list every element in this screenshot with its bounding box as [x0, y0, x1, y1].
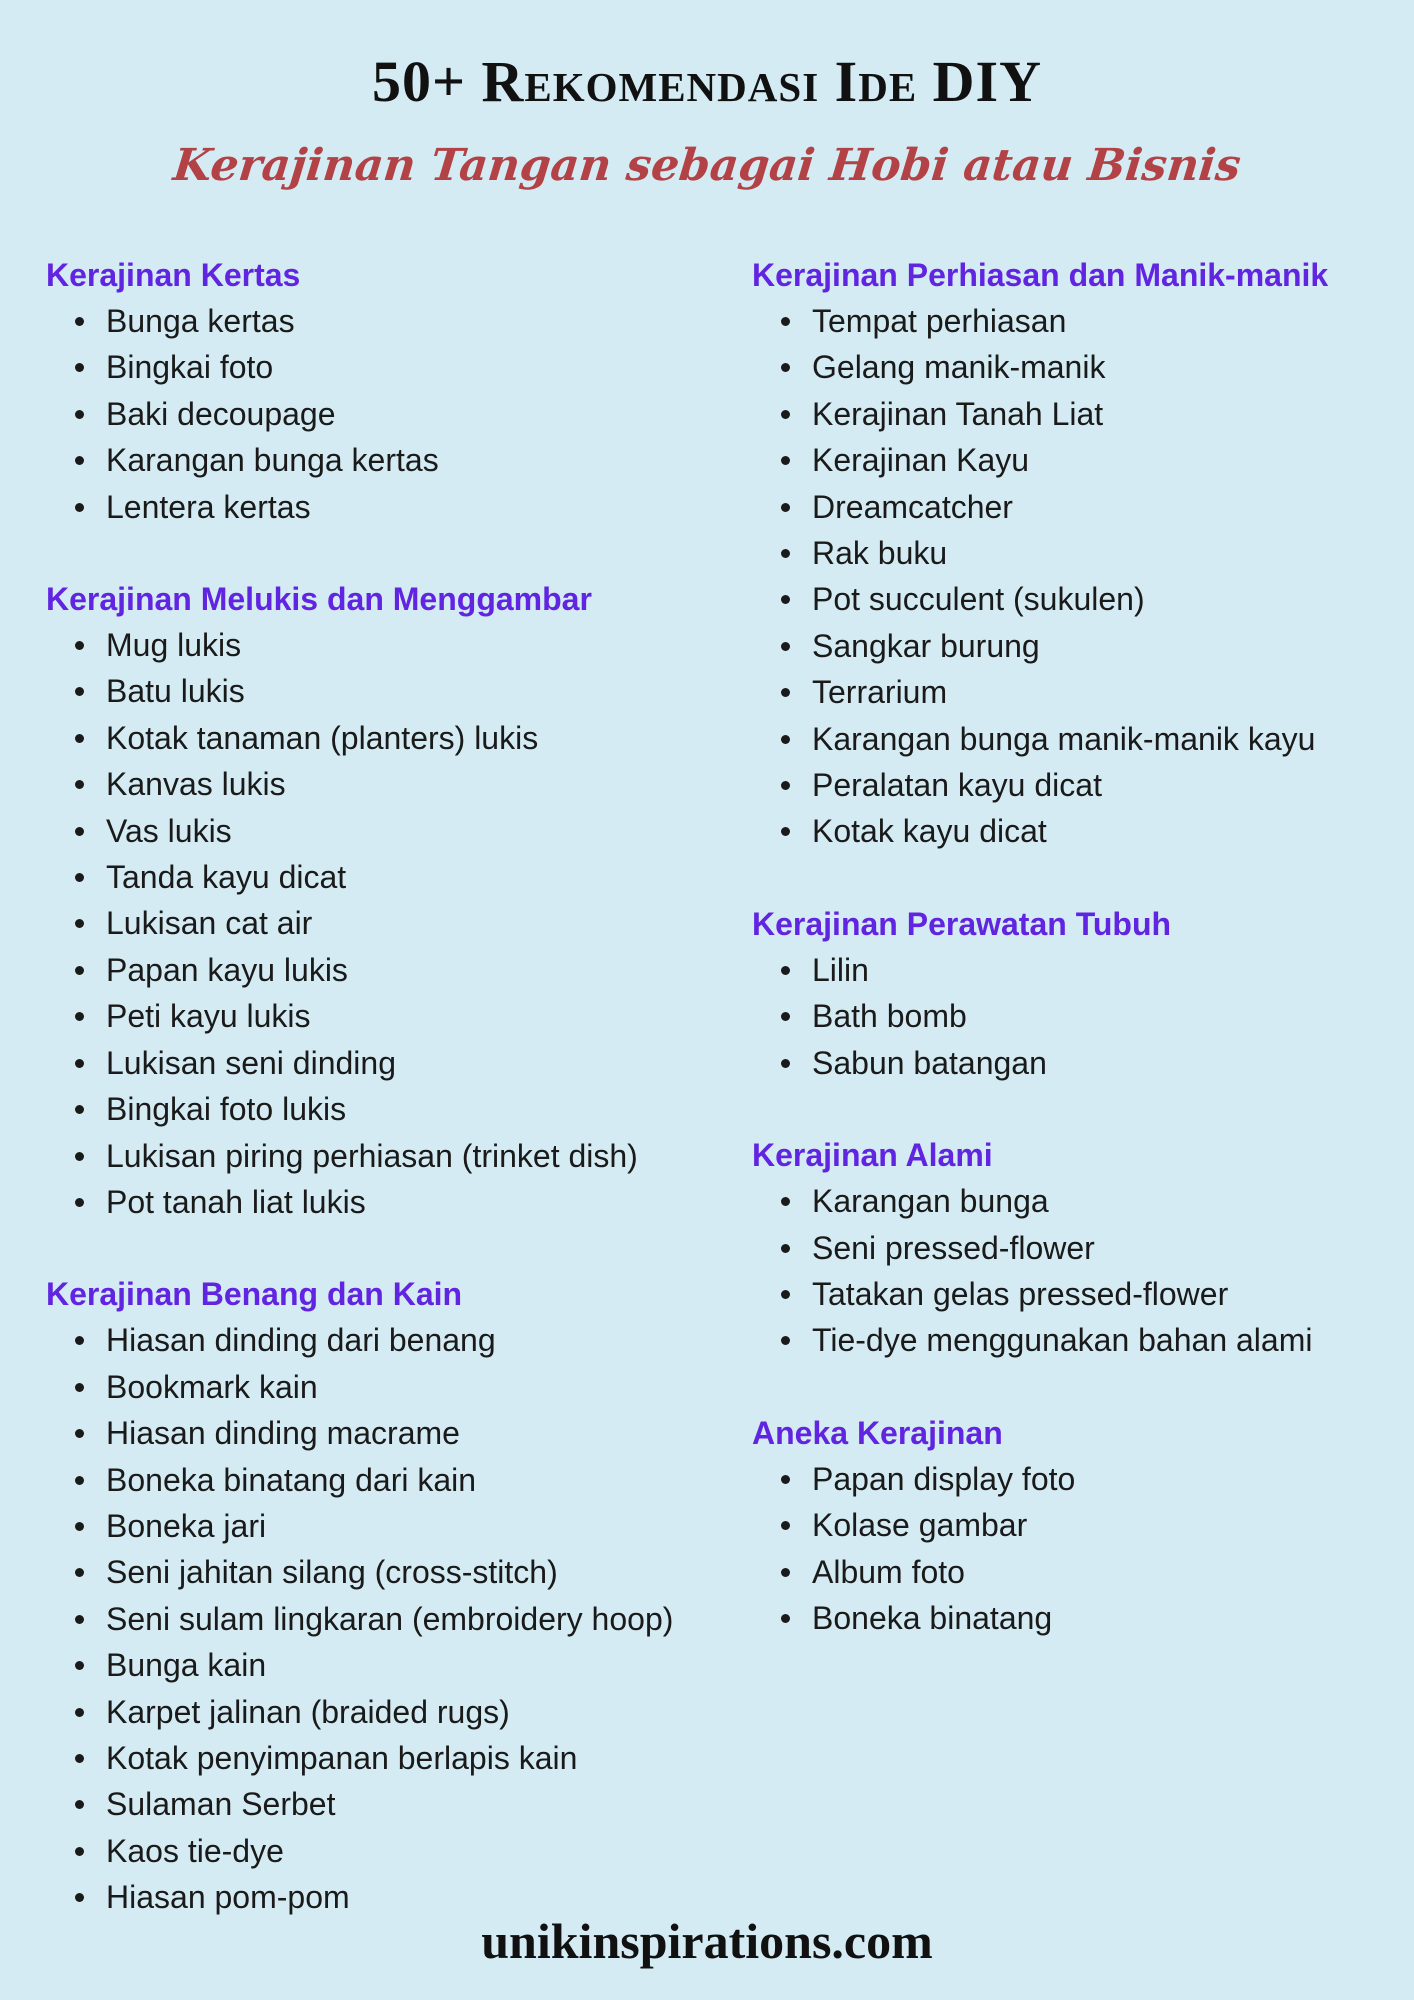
- list-item: Boneka binatang dari kain: [46, 1457, 746, 1503]
- category-heading: Aneka Kerajinan: [752, 1414, 1003, 1451]
- list-item: Baki decoupage: [46, 391, 746, 437]
- list-item: Seni sulam lingkaran (embroidery hoop): [46, 1596, 746, 1642]
- list-item: Vas lukis: [46, 808, 746, 854]
- list-item: Kotak tanaman (planters) lukis: [46, 715, 746, 761]
- idea-list: [46, 298, 746, 530]
- list-item: Bunga kain: [46, 1642, 746, 1688]
- list-item: Sulaman Serbet: [46, 1781, 746, 1827]
- list-item: Terrarium: [752, 669, 1392, 715]
- idea-list: [752, 947, 1392, 1086]
- list-item: Batu lukis: [46, 668, 746, 714]
- list-item: Kaos tie-dye: [46, 1828, 746, 1874]
- list-item: Seni jahitan silang (cross-stitch): [46, 1549, 746, 1595]
- list-item: Boneka jari: [46, 1503, 746, 1549]
- list-item: Dreamcatcher: [752, 484, 1392, 530]
- list-item: Tatakan gelas pressed-flower: [752, 1271, 1392, 1317]
- list-item: Bingkai foto: [46, 344, 746, 390]
- list-item: Peralatan kayu dicat: [752, 762, 1392, 808]
- left-column: [46, 252, 746, 1967]
- category-heading: Kerajinan Alami: [752, 1137, 993, 1174]
- list-item: Lilin: [752, 947, 1392, 993]
- list-item: Mug lukis: [46, 622, 746, 668]
- list-item: Tempat perhiasan: [752, 298, 1392, 344]
- list-item: Kanvas lukis: [46, 761, 746, 807]
- list-item: Bookmark kain: [46, 1364, 746, 1410]
- list-item: Papan kayu lukis: [46, 947, 746, 993]
- list-item: Bunga kertas: [46, 298, 746, 344]
- category-section: [752, 1132, 1392, 1364]
- list-item: Bath bomb: [752, 993, 1392, 1039]
- idea-list: [752, 1178, 1392, 1364]
- category-section: [752, 901, 1392, 1086]
- list-item: Peti kayu lukis: [46, 993, 746, 1039]
- list-item: Bingkai foto lukis: [46, 1086, 746, 1132]
- list-item: Album foto: [752, 1549, 1392, 1595]
- list-item: Kolase gambar: [752, 1502, 1392, 1548]
- list-item: Sangkar burung: [752, 623, 1392, 669]
- list-item: Lukisan piring perhiasan (trinket dish): [46, 1133, 746, 1179]
- page-title: 50+ Rekomendasi Ide DIY: [371, 49, 1043, 114]
- list-item: Kerajinan Kayu: [752, 437, 1392, 483]
- category-heading: Kerajinan Benang dan Kain: [46, 1276, 463, 1313]
- category-section: [46, 576, 746, 1225]
- list-item: Sabun batangan: [752, 1040, 1392, 1086]
- list-item: Hiasan dinding dari benang: [46, 1317, 746, 1363]
- category-section: [752, 1410, 1392, 1642]
- list-item: Lukisan cat air: [46, 900, 746, 946]
- list-item: Hiasan pom-pom: [46, 1874, 746, 1920]
- list-item: Karpet jalinan (braided rugs): [46, 1689, 746, 1735]
- list-item: Kerajinan Tanah Liat: [752, 391, 1392, 437]
- list-item: Kotak penyimpanan berlapis kain: [46, 1735, 746, 1781]
- footer-site: unikinspirations.com: [481, 1913, 933, 1969]
- list-item: Tie-dye menggunakan bahan alami: [752, 1317, 1392, 1363]
- list-item: Karangan bunga kertas: [46, 437, 746, 483]
- idea-list: [46, 1317, 746, 1920]
- category-heading: Kerajinan Melukis dan Menggambar: [46, 581, 592, 618]
- list-item: Kotak kayu dicat: [752, 808, 1392, 854]
- category-heading: Kerajinan Perhiasan dan Manik-manik: [752, 257, 1329, 293]
- category-section: [46, 252, 746, 530]
- list-item: Karangan bunga manik-manik kayu: [752, 716, 1392, 762]
- list-item: Pot succulent (sukulen): [752, 576, 1392, 622]
- idea-list: [752, 1456, 1392, 1642]
- list-item: Boneka binatang: [752, 1595, 1392, 1641]
- list-item: Hiasan dinding macrame: [46, 1410, 746, 1456]
- category-section: [752, 252, 1392, 855]
- list-item: Papan display foto: [752, 1456, 1392, 1502]
- category-heading: Kerajinan Kertas: [46, 257, 301, 293]
- idea-list: [752, 298, 1392, 855]
- category-heading: Kerajinan Perawatan Tubuh: [752, 905, 1172, 942]
- list-item: Karangan bunga: [752, 1178, 1392, 1224]
- page-subtitle: Kerajinan Tangan sebagai Hobi atau Bisnis: [170, 140, 1244, 191]
- list-item: Lukisan seni dinding: [46, 1040, 746, 1086]
- list-item: Rak buku: [752, 530, 1392, 576]
- list-item: Tanda kayu dicat: [46, 854, 746, 900]
- right-column: [752, 252, 1392, 1687]
- list-item: Gelang manik-manik: [752, 344, 1392, 390]
- idea-list: [46, 622, 746, 1225]
- list-item: Lentera kertas: [46, 484, 746, 530]
- list-item: Pot tanah liat lukis: [46, 1179, 746, 1225]
- list-item: Seni pressed-flower: [752, 1225, 1392, 1271]
- category-section: [46, 1271, 746, 1920]
